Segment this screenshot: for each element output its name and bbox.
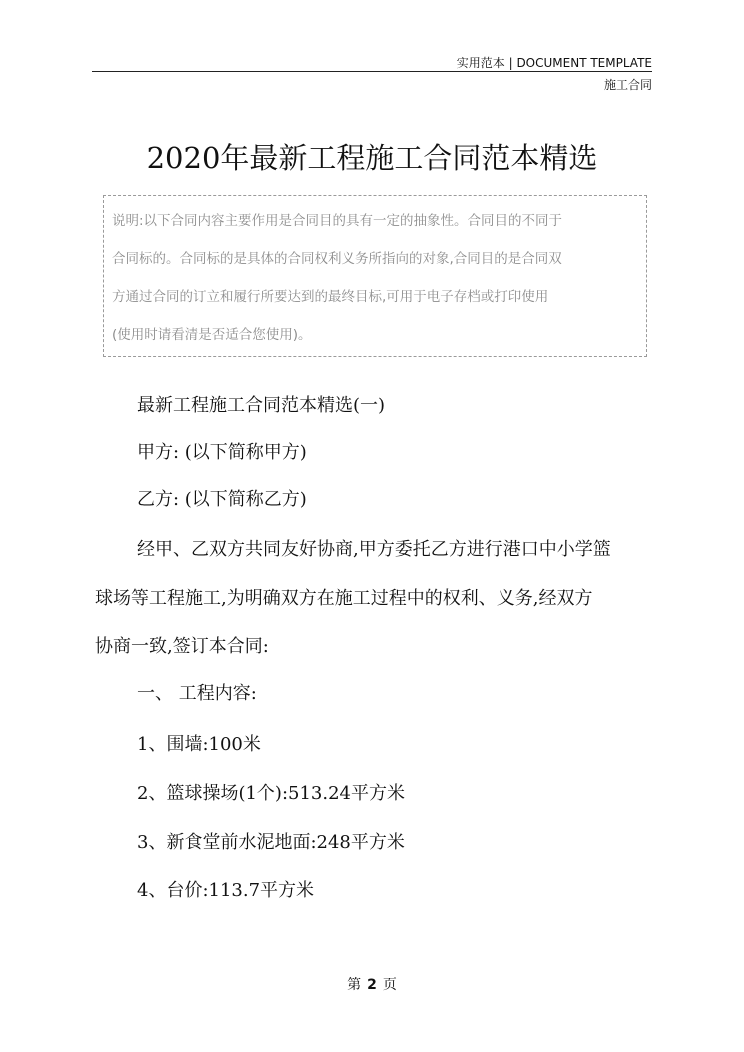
notice-box [103,195,647,357]
header-divider [92,71,652,72]
list-item: 3、新食堂前水泥地面:248平方米 [137,832,405,853]
document-title: 2020年最新工程施工合同范本精选 [146,141,598,175]
notice-line: 方通过合同的订立和履行所要达到的最终目标,可用于电子存档或打印使用 [112,289,549,305]
list-item: 2、篮球操场(1个):513.24平方米 [137,783,405,804]
section-heading: 一、 工程内容: [137,683,257,704]
page-number: 2 [367,977,377,993]
footer-suffix: 页 [382,977,397,993]
list-item: 4、台价:113.7平方米 [137,880,315,901]
party-b-line: 乙方: (以下简称乙方) [137,489,307,510]
page-footer [0,974,744,994]
party-a-line: 甲方: (以下简称甲方) [137,442,307,463]
header-doc-template: 实用范本 | DOCUMENT TEMPLATE [456,56,652,70]
paragraph-line: 经甲、乙双方共同友好协商,甲方委托乙方进行港口中小学篮 [137,539,611,560]
paragraph-line: 球场等工程施工,为明确双方在施工过程中的权利、义务,经双方 [95,588,593,609]
footer-prefix: 第 [347,977,362,993]
header-doc-type: 施工合同 [603,78,652,92]
notice-line: (使用时请看清是否适合您使用)。 [112,327,312,343]
notice-line: 合同标的。合同标的是具体的合同权利义务所指向的对象,合同目的是合同双 [112,251,562,267]
contract-subtitle: 最新工程施工合同范本精选(一) [137,395,386,416]
list-item: 1、围墙:100米 [137,734,261,755]
notice-line: 说明:以下合同内容主要作用是合同目的具有一定的抽象性。合同目的不同于 [112,213,563,229]
paragraph-line: 协商一致,签订本合同: [95,636,269,657]
